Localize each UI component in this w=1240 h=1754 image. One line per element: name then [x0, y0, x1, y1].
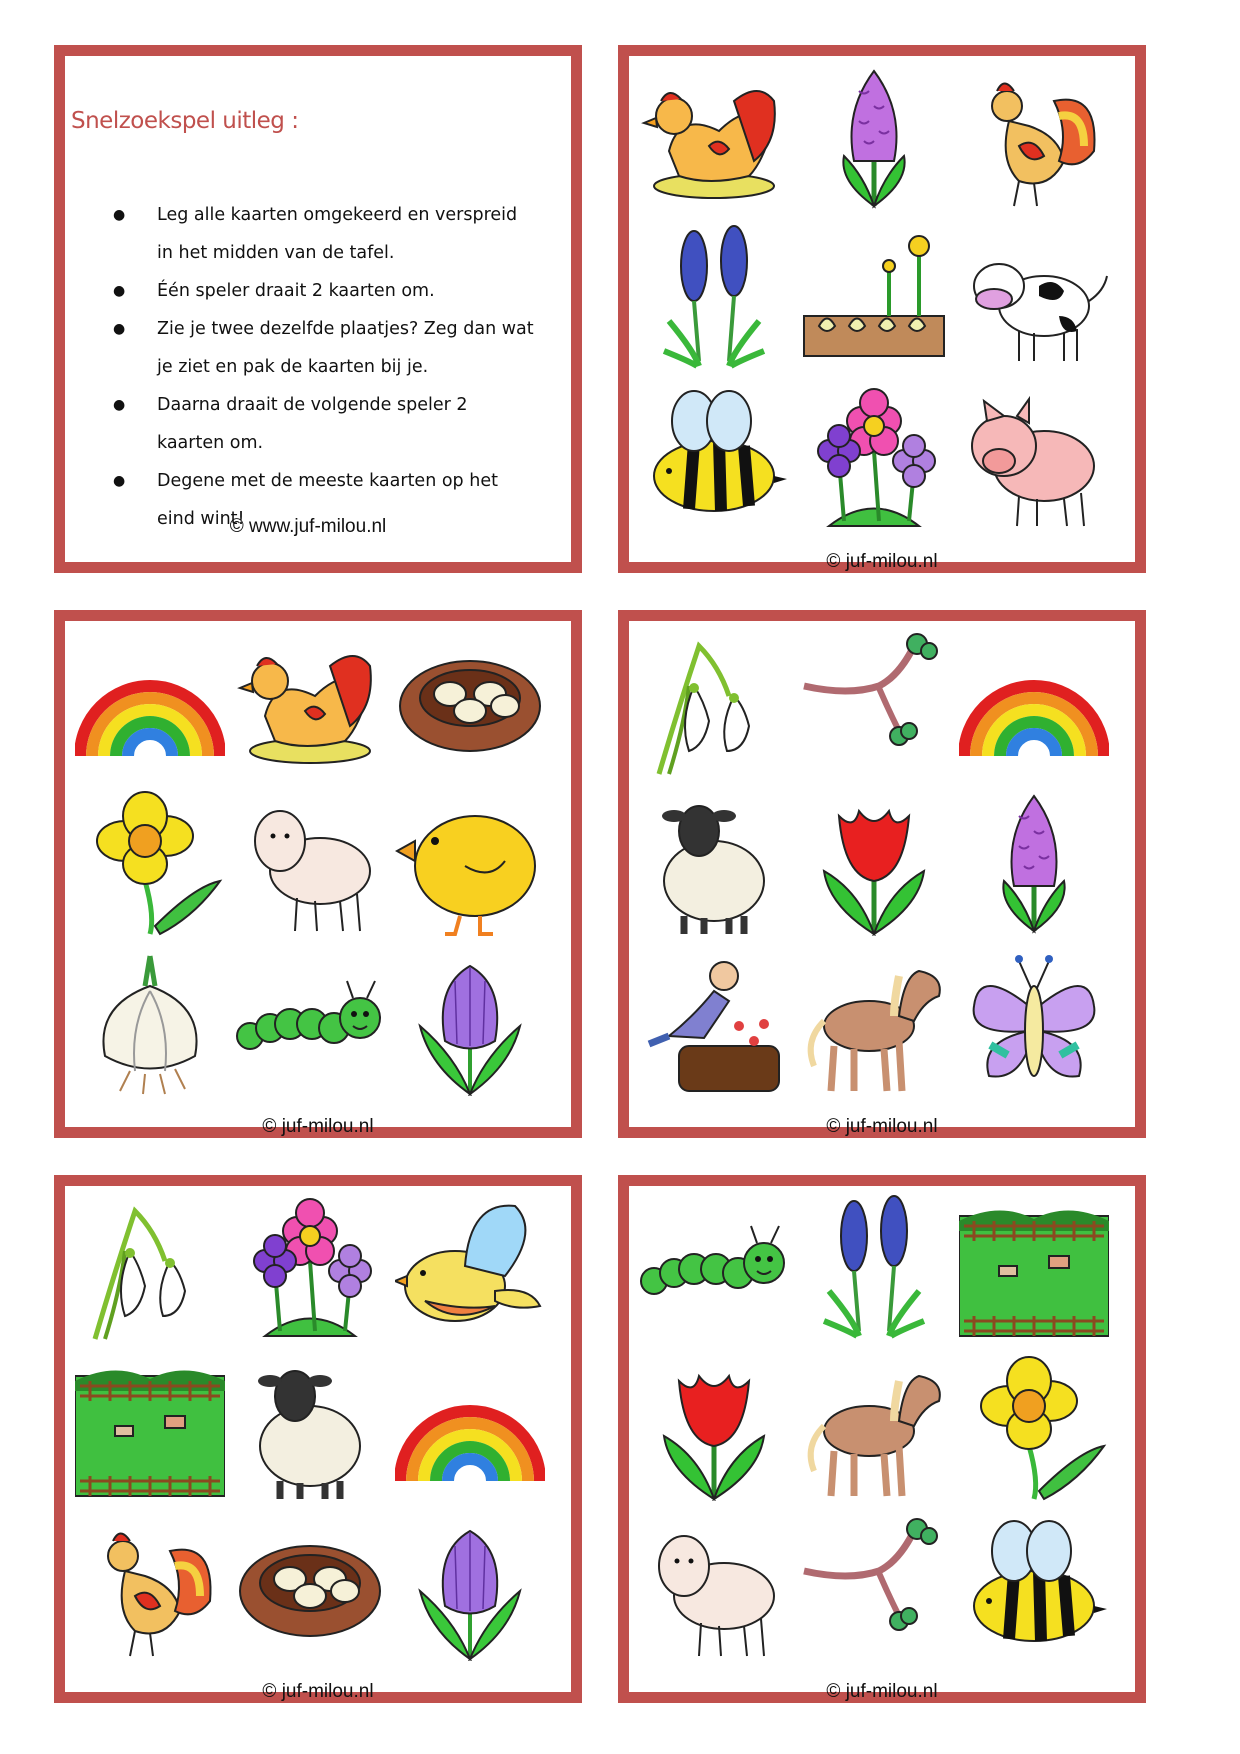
bird-icon [395, 1191, 545, 1341]
rules-list [115, 196, 535, 538]
meadow-icon [959, 1191, 1109, 1341]
instructions-card [54, 45, 582, 573]
rule-item: ● Daarna draait de volgende speler 2 kaarten om. [115, 386, 535, 462]
cow-icon [959, 221, 1109, 371]
gardener-icon [639, 946, 789, 1096]
picture-card [618, 45, 1146, 573]
sheep-icon [235, 1351, 385, 1501]
picture-card [54, 610, 582, 1138]
branch-icon [799, 1511, 949, 1661]
tulip-icon [799, 786, 949, 936]
rule-item: ● Leg alle kaarten omgekeerd en verspreid in het midden van de tafel. [115, 196, 535, 272]
crocus-icon [395, 946, 545, 1096]
sheep-icon [639, 786, 789, 936]
chick-icon [395, 786, 545, 936]
caterpillar-icon [235, 946, 385, 1096]
copyright-text: © www.juf-milou.nl [229, 516, 387, 537]
picture-card [618, 610, 1146, 1138]
butterfly-icon [959, 946, 1109, 1096]
hen-icon [235, 626, 385, 776]
picture-card [618, 1175, 1146, 1703]
nest-icon [235, 1511, 385, 1661]
instructions-title: Snelzoekspel uitleg : [71, 108, 299, 134]
meadow-icon [75, 1351, 225, 1501]
daffodil-icon [959, 1351, 1109, 1501]
flowers-icon [799, 381, 949, 531]
bulb-icon [75, 946, 225, 1096]
copyright-text: © juf-milou.nl [826, 1681, 938, 1702]
horse-icon [799, 1351, 949, 1501]
copyright-text: © juf-milou.nl [826, 1116, 938, 1137]
rule-item: ● Degene met de meeste kaarten op het eind wint! [115, 462, 535, 538]
copyright-text: © juf-milou.nl [826, 551, 938, 572]
hen-icon [639, 61, 789, 211]
daffodil-icon [75, 786, 225, 936]
flowers-icon [235, 1191, 385, 1341]
snowdrop-icon [75, 1191, 225, 1341]
lamb-icon [639, 1511, 789, 1661]
grape-hyacinth-icon [799, 1191, 949, 1341]
rainbow-icon [395, 1351, 545, 1501]
nest-icon [395, 626, 545, 776]
bee-icon [959, 1511, 1109, 1661]
snowdrop-icon [639, 626, 789, 776]
tulip-icon [639, 1351, 789, 1501]
rooster-icon [959, 61, 1109, 211]
caterpillar-icon [639, 1191, 789, 1341]
lamb-icon [235, 786, 385, 936]
crocus-icon [395, 1511, 545, 1661]
horse-icon [799, 946, 949, 1096]
rooster-icon [75, 1511, 225, 1661]
sprouting-bulbs-icon [799, 221, 949, 371]
hyacinth-icon [799, 61, 949, 211]
bee-icon [639, 381, 789, 531]
copyright-text: © juf-milou.nl [262, 1116, 374, 1137]
branch-icon [799, 626, 949, 776]
rainbow-icon [75, 626, 225, 776]
grape-hyacinth-icon [639, 221, 789, 371]
copyright-text: © juf-milou.nl [262, 1681, 374, 1702]
hyacinth-icon [959, 786, 1109, 936]
pig-icon [959, 381, 1109, 531]
rainbow-icon [959, 626, 1109, 776]
picture-card [54, 1175, 582, 1703]
rule-item: ● Één speler draait 2 kaarten om. [115, 272, 535, 310]
rule-item: ● Zie je twee dezelfde plaatjes? Zeg dan wat je ziet en pak de kaarten bij je. [115, 310, 535, 386]
